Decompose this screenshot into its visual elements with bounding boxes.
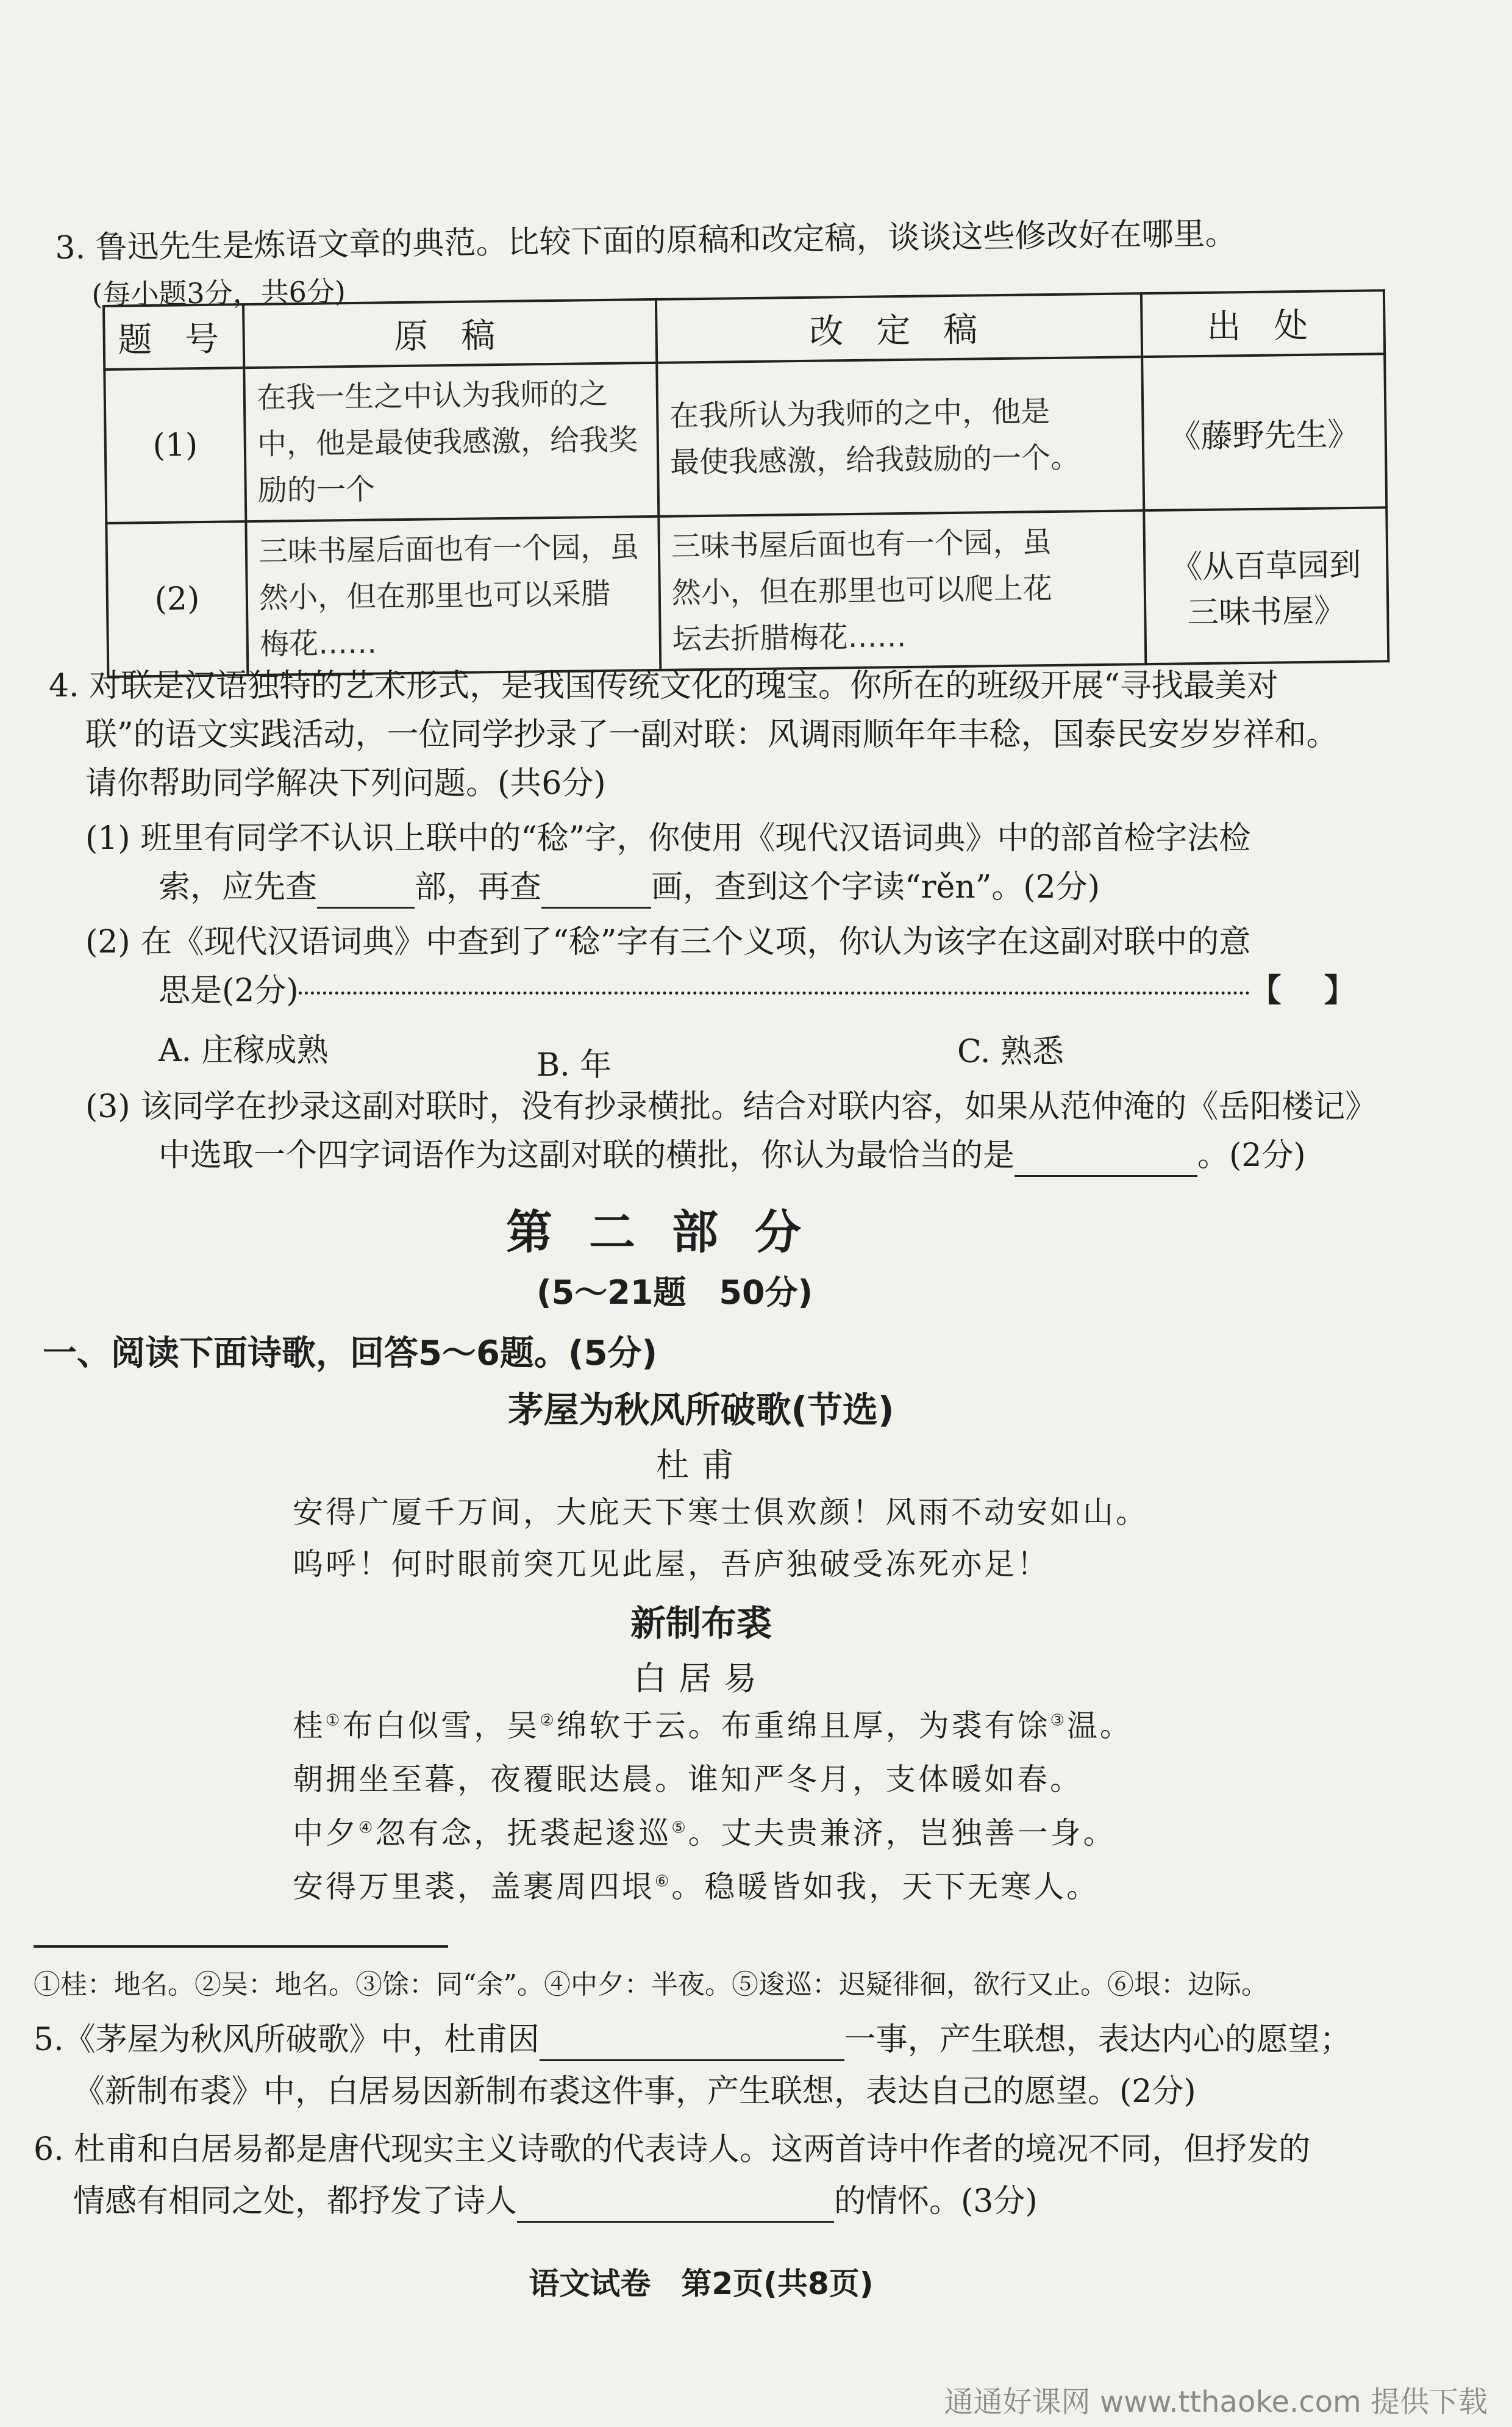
radical-blank[interactable] (317, 907, 415, 909)
header-revised: 改 定 稿 (656, 293, 1142, 363)
part-title: 第二部分 (506, 1205, 838, 1259)
revised-line: 在我所认为我师的之中，他是 (669, 395, 1050, 434)
revised-line: 最使我感激，给我鼓励的一个。 (669, 440, 1080, 480)
section-heading: 一、阅读下面诗歌，回答5～6题。(5分) (43, 1334, 658, 1373)
row-original (244, 363, 658, 521)
poem1-line: 安得广厦千万间，大庇天下寒士俱欢颜！风雨不动安如山。 (293, 1495, 1149, 1530)
q4-stem-line2: 联”的语文实践活动，一位同学抄录了一副对联：风调雨顺年年丰稔，国泰民安岁岁祥和。 (85, 717, 1338, 753)
q6-text: 的情怀。(3分) (834, 2183, 1038, 2220)
footnote-marker: ③ (1050, 1711, 1067, 1730)
q4-stem-line3: 请你帮助同学解决下列问题。(共6分) (85, 765, 606, 802)
q6-line1: 6. 杜甫和白居易都是唐代现实主义诗歌的代表诗人。这两首诗中作者的境况不同，但抒发的 (34, 2131, 1311, 2168)
q5-line2: 《新制布裘》中，白居易因新制布裘这件事，产生联想，表达自己的愿望。(2分) (73, 2073, 1196, 2110)
poem1-author: 杜甫 (656, 1446, 746, 1484)
part-subtitle: (5～21题 50分) (537, 1273, 813, 1312)
poem-text: 桂 (293, 1708, 326, 1743)
q3-score: (每小题3分，共6分) (91, 274, 346, 311)
poem1-title: 茅屋为秋风所破歌(节选) (508, 1389, 894, 1431)
q4-stem-line1: 4. 对联是汉语独特的艺术形式，是我国传统文化的瑰宝。你所在的班级开展“寻找最美对 (49, 668, 1278, 704)
original-line: 在我一生之中认为我师的之 (256, 376, 608, 415)
q4-sub1-text: 索，应先查 (159, 869, 318, 906)
option-b: B. 年 (537, 1047, 612, 1084)
answer-bracket-open: 【 (1249, 973, 1282, 1009)
stroke-blank[interactable] (541, 907, 651, 909)
q6-text: 情感有相同之处，都抒发了诗人 (73, 2183, 518, 2220)
q4-sub1-line2 (159, 866, 1100, 909)
table-row (104, 354, 1386, 523)
original-line: 中，他是最使我感激，给我奖 (257, 423, 638, 462)
footnotes: ①桂：地名。②吴：地名。③馀：同“余”。④中夕：半夜。⑤逡巡：迟疑徘徊，欲行又止。⑥垠：边际。 (34, 1969, 1268, 2000)
poem-text: 。稳暖皆如我，天下无寒人。 (671, 1869, 1100, 1904)
footnote-marker: ⑥ (655, 1872, 672, 1891)
footnote-marker: ④ (358, 1818, 376, 1837)
original-line: 梅花…… (259, 626, 377, 662)
row-index: (1) (104, 368, 246, 523)
q5-line1 (34, 2018, 1352, 2061)
q3-stem: 3. 鲁迅先生是炼语文章的典范。比较下面的原稿和改定稿，谈谈这些修改好在哪里。 (55, 215, 1237, 266)
footnote-marker: ⑤ (671, 1818, 688, 1837)
poem-text: 。丈夫贵兼济，岂独善一身。 (688, 1815, 1116, 1851)
footnote-divider (34, 1945, 448, 1948)
q6-line2 (73, 2180, 1038, 2223)
row-original (246, 516, 661, 675)
header-index: 题 号 (104, 304, 244, 370)
revised-line: 坛去折腊梅花…… (672, 619, 907, 657)
header-original: 原 稿 (243, 299, 657, 368)
poem2-line (293, 1862, 1099, 1906)
poem2-line (293, 1701, 1133, 1745)
poem2-line (293, 1755, 1083, 1799)
page-footer: 语文试卷 第2页(共8页) (529, 2266, 874, 2301)
poem-text: 温。 (1066, 1708, 1133, 1743)
watermark: 通通好课网 www.tthaoke.com 提供下载 (944, 2385, 1488, 2419)
poem-text: 绵软于云。布重绵且厚，为裘有馀 (556, 1708, 1050, 1743)
table-row (106, 507, 1388, 677)
poem-text: 布白似雪，吴 (342, 1708, 540, 1743)
leader-dots (299, 992, 1250, 995)
footnote-marker: ② (540, 1711, 557, 1730)
row-source: 《藤野先生》 (1142, 354, 1386, 510)
original-line: 三味书屋后面也有一个园，虽 (258, 530, 640, 569)
q4-sub3-line1: (3) 该同学在抄录这副对联时，没有抄录横批。结合对联内容，如果从范仲淹的《岳阳楼记》 (85, 1088, 1377, 1125)
q6-blank[interactable] (517, 2221, 834, 2223)
poem1-line: 呜呼！何时眼前突兀见此屋，吾庐独破受冻死亦足！ (293, 1546, 1050, 1582)
source-line: 《从百草园到 (1170, 546, 1361, 586)
row-source (1144, 507, 1388, 664)
answer-bracket-close: 】 (1324, 973, 1356, 1009)
footnote-marker: ① (326, 1711, 343, 1730)
header-source: 出 处 (1141, 290, 1385, 357)
row-revised (657, 357, 1144, 516)
poem-text: 中夕 (293, 1815, 358, 1851)
q5-blank[interactable] (540, 2059, 844, 2061)
row-revised (658, 510, 1146, 670)
q4-sub1-line1: (1) 班里有同学不认识上联中的“稔”字，你使用《现代汉语词典》中的部首检字法检 (85, 820, 1251, 857)
q4-sub3-line2 (159, 1134, 1306, 1177)
row-index: (2) (106, 521, 248, 677)
poem2-author: 白居易 (633, 1659, 769, 1698)
q4-sub1-text: 部，再查 (415, 869, 542, 906)
q3-table (102, 289, 1389, 678)
poem-text: 朝拥坐至暮，夜覆眠达晨。谁知严冬月，支体暖如春。 (293, 1762, 1083, 1797)
poem2-title: 新制布裘 (630, 1603, 772, 1644)
option-c: C. 熟悉 (957, 1034, 1064, 1070)
q4-sub3-text: 。(2分) (1197, 1137, 1306, 1174)
poem2-line (293, 1809, 1116, 1853)
poem-text: 忽有念，抚裘起逡巡 (375, 1815, 672, 1851)
option-a: A. 庄稼成熟 (159, 1032, 329, 1069)
q4-sub2-line1: (2) 在《现代汉语词典》中查到了“稔”字有三个义项，你认为该字在这副对联中的意 (85, 924, 1251, 960)
revised-line: 三味书屋后面也有一个园，虽 (671, 525, 1052, 564)
q4-sub2-line2 (159, 970, 1356, 1012)
q4-sub1-text: 画，查到这个字读“rěn”。(2分) (651, 869, 1100, 906)
poem-text: 安得万里裘，盖裹周四垠 (293, 1869, 655, 1904)
q5-text: 一事，产生联想，表达内心的愿望； (844, 2021, 1352, 2058)
q4-sub2-text: 思是(2分) (159, 973, 299, 1009)
q5-text: 5.《茅屋为秋风所破歌》中，杜甫因 (34, 2021, 540, 2058)
revised-line: 然小，但在那里也可以爬上花 (671, 571, 1053, 610)
q4-sub3-text: 中选取一个四字词语作为这副对联的横批，你认为最恰当的是 (159, 1137, 1015, 1174)
original-line: 励的一个 (257, 472, 376, 508)
original-line: 然小，但在那里也可以采腊 (259, 576, 611, 615)
heading-blank[interactable] (1015, 1175, 1197, 1177)
source-line: 三味书屋》 (1186, 593, 1346, 632)
